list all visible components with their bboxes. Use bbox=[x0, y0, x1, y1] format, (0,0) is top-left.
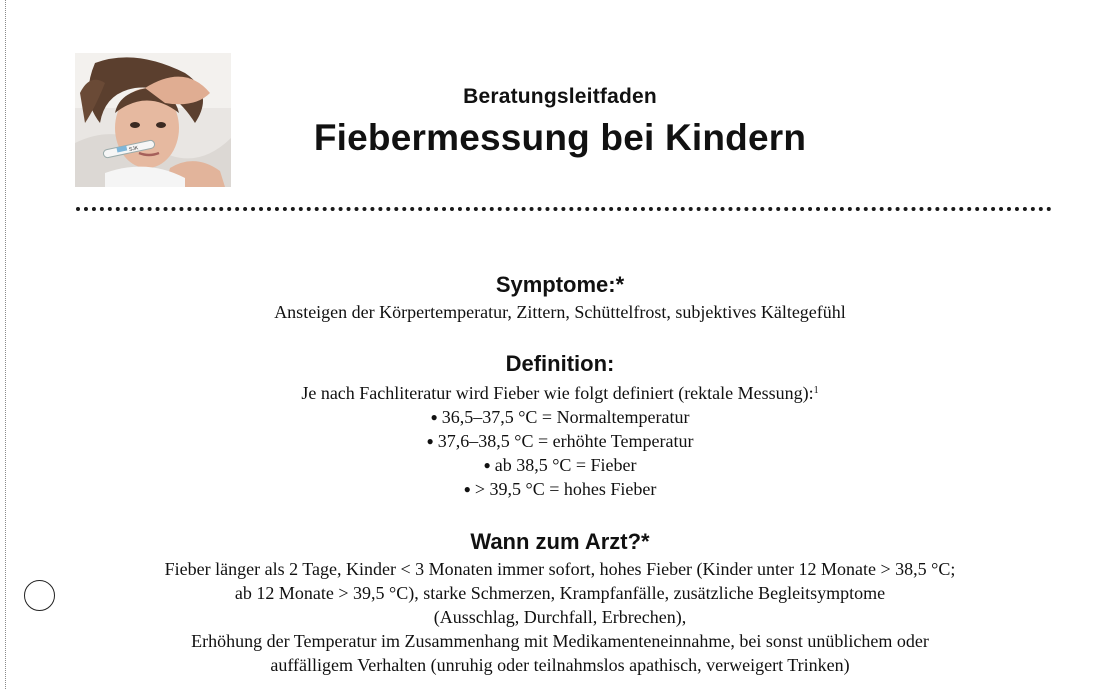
arzt-line: (Ausschlag, Durchfall, Erbrechen), bbox=[433, 607, 687, 627]
document-title: Fiebermessung bei Kindern bbox=[313, 117, 807, 158]
symptome-text: Ansteigen der Körpertemperatur, Zittern, Schüttelfrost, subjektives Kältegefühl bbox=[274, 302, 846, 322]
section-title-symptome: Symptome:* bbox=[495, 272, 625, 297]
definition-intro bbox=[80, 379, 1040, 405]
section-symptome bbox=[80, 270, 1040, 324]
bullet-icon: ● bbox=[463, 482, 471, 496]
arzt-line: ab 12 Monate > 39,5 °C), starke Schmerzen, Krampfanfälle, zusätzliche Begleitsymptome bbox=[234, 583, 886, 603]
arzt-line: Fieber länger als 2 Tage, Kinder < 3 Monaten immer sofort, hohes Fieber (Kinder unter 12 Monate > 38,5 °C; bbox=[164, 559, 956, 579]
arzt-line: Erhöhung der Temperatur im Zusammenhang mit Medikamenteneinnahme, bei sonst unüblichem oder bbox=[191, 631, 929, 651]
document-header bbox=[260, 84, 860, 160]
dotted-divider bbox=[76, 207, 1052, 211]
bullet-icon: ● bbox=[483, 458, 491, 472]
definition-list bbox=[80, 405, 1040, 501]
document-body bbox=[80, 270, 1040, 677]
definition-intro-text: Je nach Fachliteratur wird Fieber wie folgt definiert (rektale Messung): bbox=[301, 383, 814, 403]
bullet-icon: ● bbox=[426, 434, 434, 448]
section-title-definition: Definition: bbox=[505, 351, 615, 376]
document-kicker: Beratungsleitfaden bbox=[463, 85, 657, 108]
arzt-line: auffälligem Verhalten (unruhig oder teilnahmslos apathisch, verweigert Trinken) bbox=[270, 655, 850, 675]
definition-item: ● ab 38,5 °C = Fieber bbox=[483, 455, 637, 475]
section-title-arzt: Wann zum Arzt?* bbox=[470, 529, 650, 554]
section-arzt bbox=[80, 527, 1040, 677]
section-definition bbox=[80, 349, 1040, 501]
definition-item: ● 37,6–38,5 °C = erhöhte Temperatur bbox=[426, 431, 694, 451]
footnote-marker: 1 bbox=[813, 385, 819, 396]
bullet-icon: ● bbox=[430, 410, 438, 424]
punch-hole-marker bbox=[24, 580, 55, 611]
page-margin-line bbox=[5, 0, 6, 689]
definition-item: ● > 39,5 °C = hohes Fieber bbox=[463, 479, 657, 499]
child-with-thermometer-photo bbox=[75, 53, 231, 187]
thermometer-label: SJK bbox=[128, 145, 139, 153]
definition-item: ● 36,5–37,5 °C = Normaltemperatur bbox=[430, 407, 690, 427]
